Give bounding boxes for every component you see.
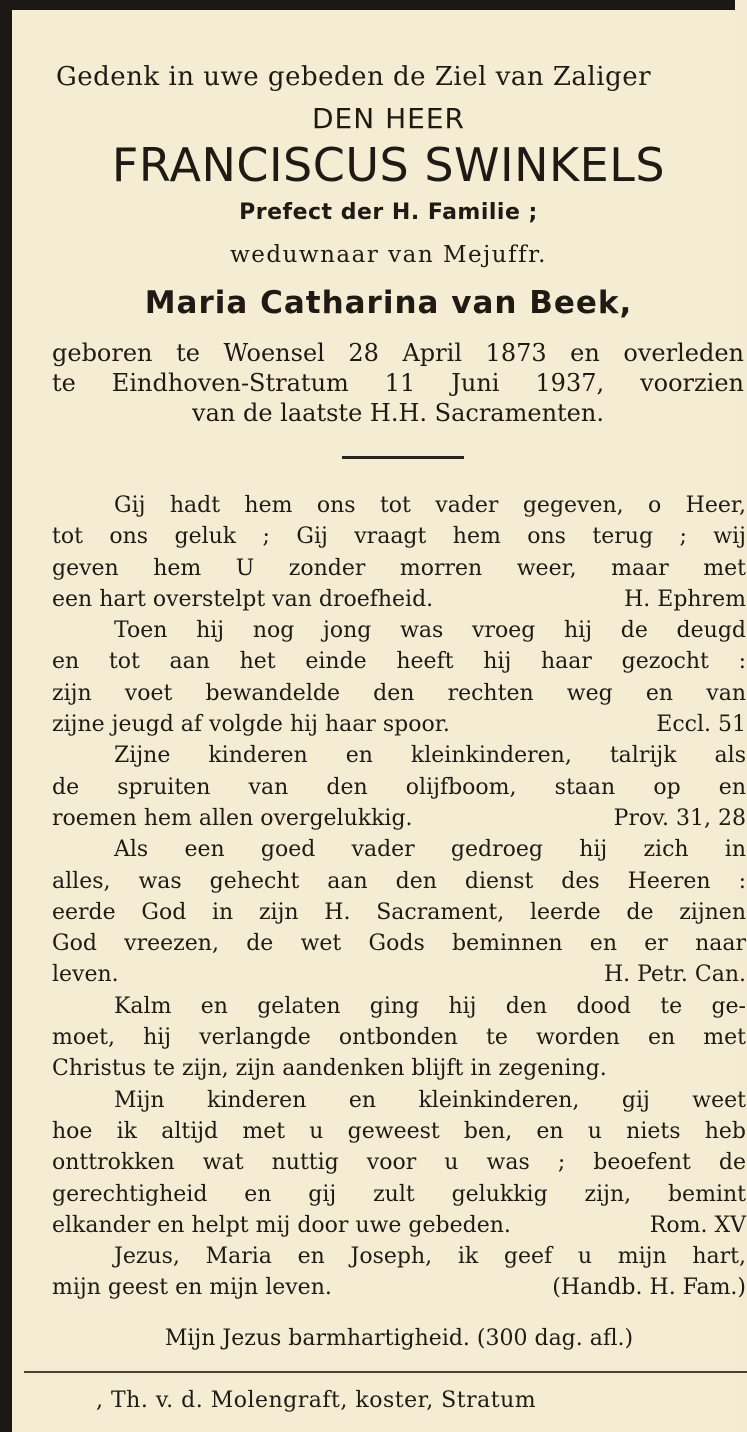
verse-last-line	[52, 709, 746, 740]
verse-text: leven.	[52, 962, 119, 988]
verse-line: de spruiten van den olijfboom, staan op en	[52, 774, 746, 800]
verse-line: eerde God in zijn H. Sacrament, leerde de zijnen	[52, 899, 746, 925]
verse-line: alles, was gehecht aan den dienst des Heeren :	[52, 868, 746, 894]
verse-line: Mijn kinderen en kleinkinderen, gij weet	[114, 1087, 746, 1113]
widower-line: weduwnaar van Mejuffr.	[230, 242, 547, 268]
verse-line: Toen hij nog jong was vroeg hij de deugd	[114, 618, 746, 644]
prefect-title: Prefect der H. Familie ;	[239, 200, 538, 225]
verse-line: Jezus, Maria en Joseph, ik geef u mijn hart,	[114, 1244, 746, 1270]
biography	[52, 338, 744, 428]
verse-line: zijn voet bewandelde den rechten weg en van	[52, 680, 746, 706]
verse-line: onttrokken wat nuttig voor u was ; beoefent de	[52, 1150, 746, 1176]
verse-text: een hart overstelpt van droefheid.	[52, 586, 434, 612]
verse-text: zijne jeugd af volgde hij haar spoor.	[52, 712, 450, 738]
verse-last-line	[52, 803, 746, 834]
verse-last-line	[52, 959, 746, 990]
deceased-name: FRANCISCUS SWINKELS	[111, 138, 666, 192]
verse-line: gerechtigheid en gij zult gelukkig zijn, bemint	[52, 1181, 746, 1207]
printer-credit: , Th. v. d. Molengraft, koster, Stratum	[96, 1388, 537, 1413]
bio-line: geboren te Woensel 28 April 1873 en overleden	[52, 339, 744, 367]
bio-line: te Eindhoven-Stratum 11 Juni 1937, voorzien	[52, 369, 744, 397]
honorific-title: DEN HEER	[312, 102, 465, 135]
verse-source: Prov. 31, 28	[613, 805, 746, 831]
closing-prayer: Mijn Jezus barmhartigheid. (300 dag. afl.)	[164, 1326, 634, 1351]
verse-line: Zijne kinderen en kleinkinderen, talrijk als	[114, 743, 746, 769]
remembrance-line: Gedenk in uwe gebeden de Ziel van Zaliger	[56, 62, 652, 92]
verse-source: H. Ephrem	[624, 586, 746, 612]
divider	[342, 456, 464, 459]
verse-line: Als een goed vader gedroeg hij zich in	[114, 837, 746, 863]
verse-last-line	[52, 1272, 746, 1303]
verse-source: (Handb. H. Fam.)	[552, 1275, 746, 1301]
verse-last-line	[52, 1210, 746, 1241]
verse-line: moet, hij verlangde ontbonden te worden en met	[52, 1025, 746, 1051]
verse-text: Christus te zijn, zijn aandenken blijft in zegening.	[52, 1056, 607, 1082]
verse-source: Eccl. 51	[656, 712, 746, 738]
verse-line: God vreezen, de wet Gods beminnen en er naar	[52, 931, 746, 957]
verses	[52, 490, 746, 1304]
bio-line: van de laatste H.H. Sacramenten.	[192, 399, 604, 427]
verse-source: Rom. XV	[649, 1212, 746, 1238]
verse-line: en tot aan het einde heeft hij haar gezocht :	[52, 649, 746, 675]
verse-line: Gij hadt hem ons tot vader gegeven, o Heer,	[114, 493, 746, 518]
verse-line: Kalm en gelaten ging hij den dood te ge-	[114, 993, 746, 1019]
verse-line: tot ons geluk ; Gij vraagt hem ons terug ; wij	[52, 524, 746, 550]
verse-line: geven hem U zonder morren weer, maar met	[52, 555, 746, 581]
verse-text: mijn geest en mijn leven.	[52, 1275, 332, 1301]
verse-line: hoe ik altijd met u geweest ben, en u niets heb	[52, 1118, 746, 1144]
footer-rule	[24, 1371, 747, 1373]
verse-source: H. Petr. Can.	[603, 962, 746, 988]
spouse-name: Maria Catharina van Beek,	[144, 285, 633, 321]
verse-text: roemen hem allen overgelukkig.	[52, 805, 413, 831]
verse-text: elkander en helpt mij door uwe gebeden.	[52, 1212, 511, 1238]
verse-last-line	[52, 1053, 746, 1084]
verse-last-line	[52, 584, 746, 615]
